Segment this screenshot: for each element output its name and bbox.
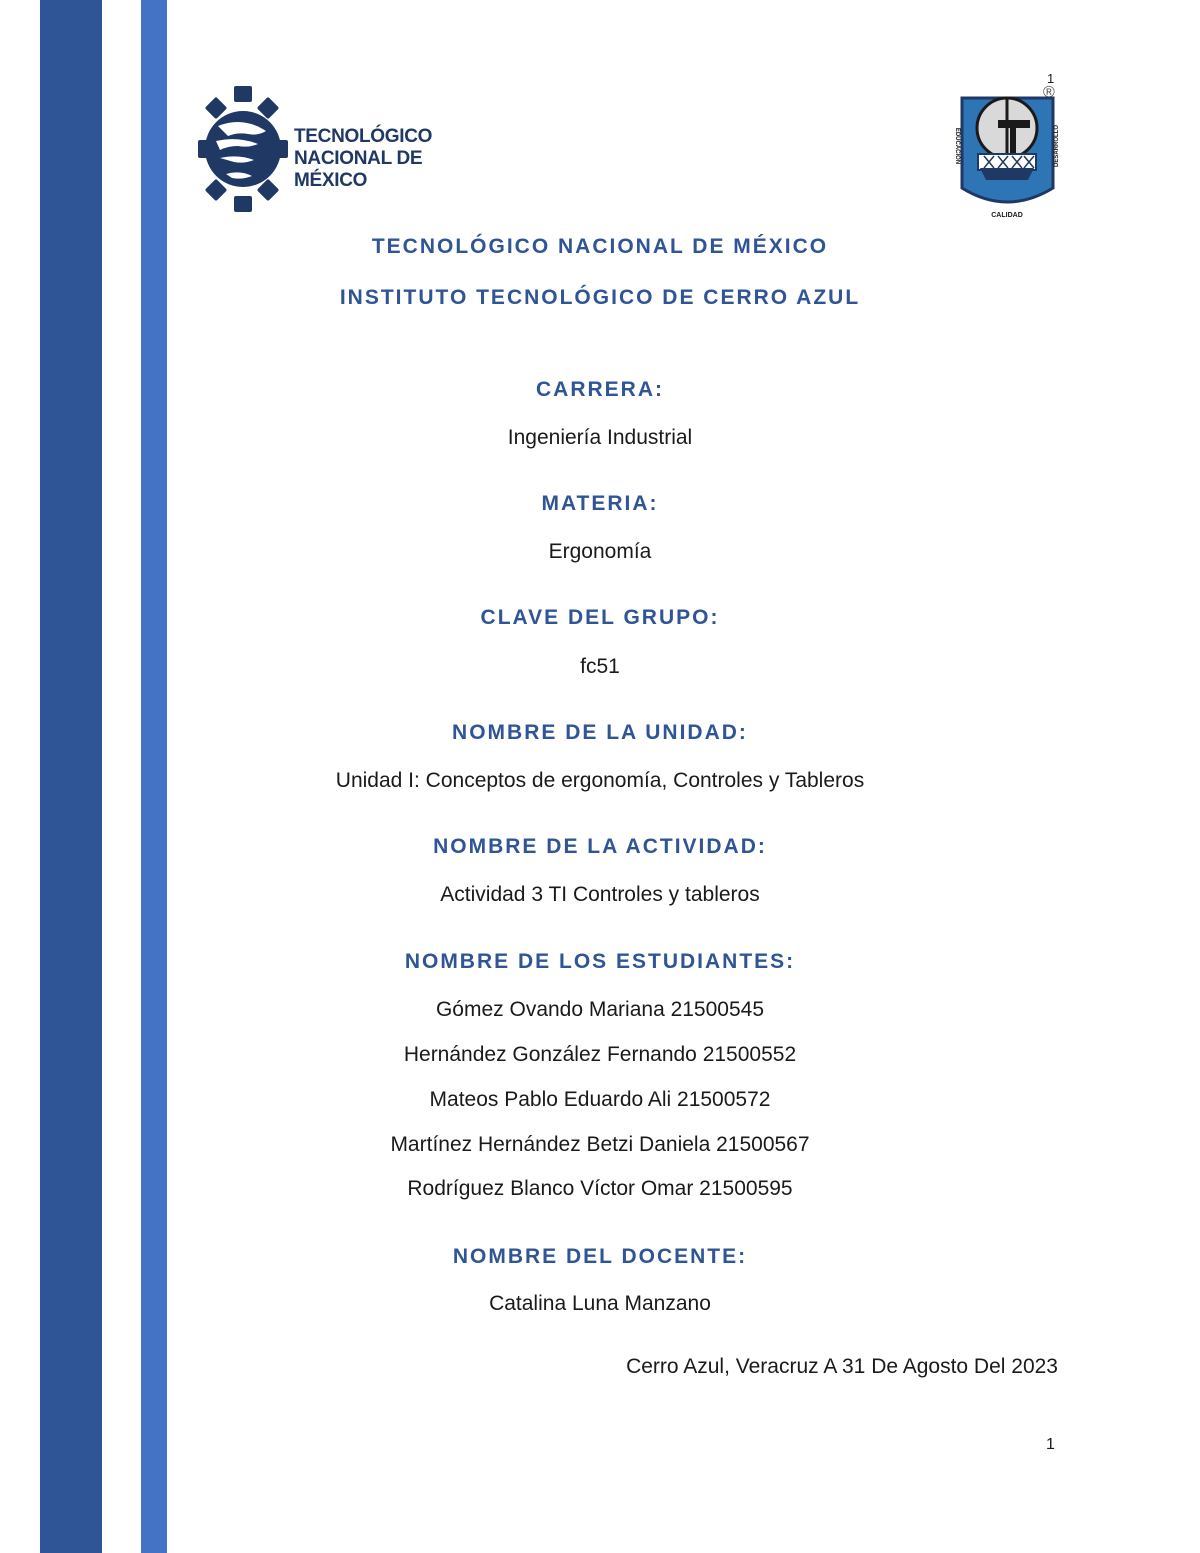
- student-name: Hernández González Fernando 21500552: [403, 1043, 797, 1066]
- shield-word-bottom: CALIDAD: [991, 212, 1023, 219]
- logo-text-line2: NACIONAL DE MÉXICO: [294, 148, 423, 191]
- unidad-label: NOMBRE DE LA UNIDAD:: [452, 721, 748, 744]
- grupo-label: CLAVE DEL GRUPO:: [480, 606, 720, 629]
- logo-text-line1: TECNOLÓGICO: [294, 126, 433, 147]
- shield-word-right: DESARROLLO: [1054, 125, 1060, 167]
- tecnm-gear-eagle-icon: [198, 86, 288, 212]
- footnote-superscript: 1: [1047, 71, 1055, 86]
- materia-label: MATERIA:: [541, 492, 659, 515]
- estudiantes-label: NOMBRE DE LOS ESTUDIANTES:: [404, 950, 796, 973]
- materia-value: Ergonomía: [548, 540, 652, 563]
- actividad-value: Actividad 3 TI Controles y tableros: [440, 883, 760, 906]
- carrera-value: Ingeniería Industrial: [507, 426, 693, 449]
- institution-title: TECNOLÓGICO NACIONAL DE MÉXICO: [371, 235, 829, 258]
- grupo-value: fc51: [580, 655, 620, 678]
- unidad-value: Unidad I: Conceptos de ergonomía, Controles y Tableros: [335, 769, 865, 792]
- tecnm-logo: [198, 86, 488, 212]
- carrera-label: CARRERA:: [536, 378, 664, 401]
- docente-label: NOMBRE DEL DOCENTE:: [452, 1245, 748, 1268]
- actividad-label: NOMBRE DE LA ACTIVIDAD:: [433, 835, 767, 858]
- student-name: Martínez Hernández Betzi Daniela 21500567: [390, 1133, 810, 1156]
- student-name: Mateos Pablo Eduardo Ali 21500572: [429, 1088, 771, 1111]
- docente-value: Catalina Luna Manzano: [489, 1292, 711, 1315]
- shield-word-left: EDUCACIÓN: [954, 127, 960, 165]
- registered-mark: ®: [1043, 84, 1055, 101]
- institute-title: INSTITUTO TECNOLÓGICO DE CERRO AZUL: [339, 286, 861, 309]
- page-number: 1: [1046, 1436, 1055, 1453]
- place-date: Cerro Azul, Veracruz A 31 De Agosto Del 2023: [626, 1355, 1058, 1378]
- tecnm-logo-text: [294, 126, 488, 192]
- student-name: Rodríguez Blanco Víctor Omar 21500595: [407, 1177, 793, 1200]
- student-name: Gómez Ovando Mariana 21500545: [435, 998, 765, 1021]
